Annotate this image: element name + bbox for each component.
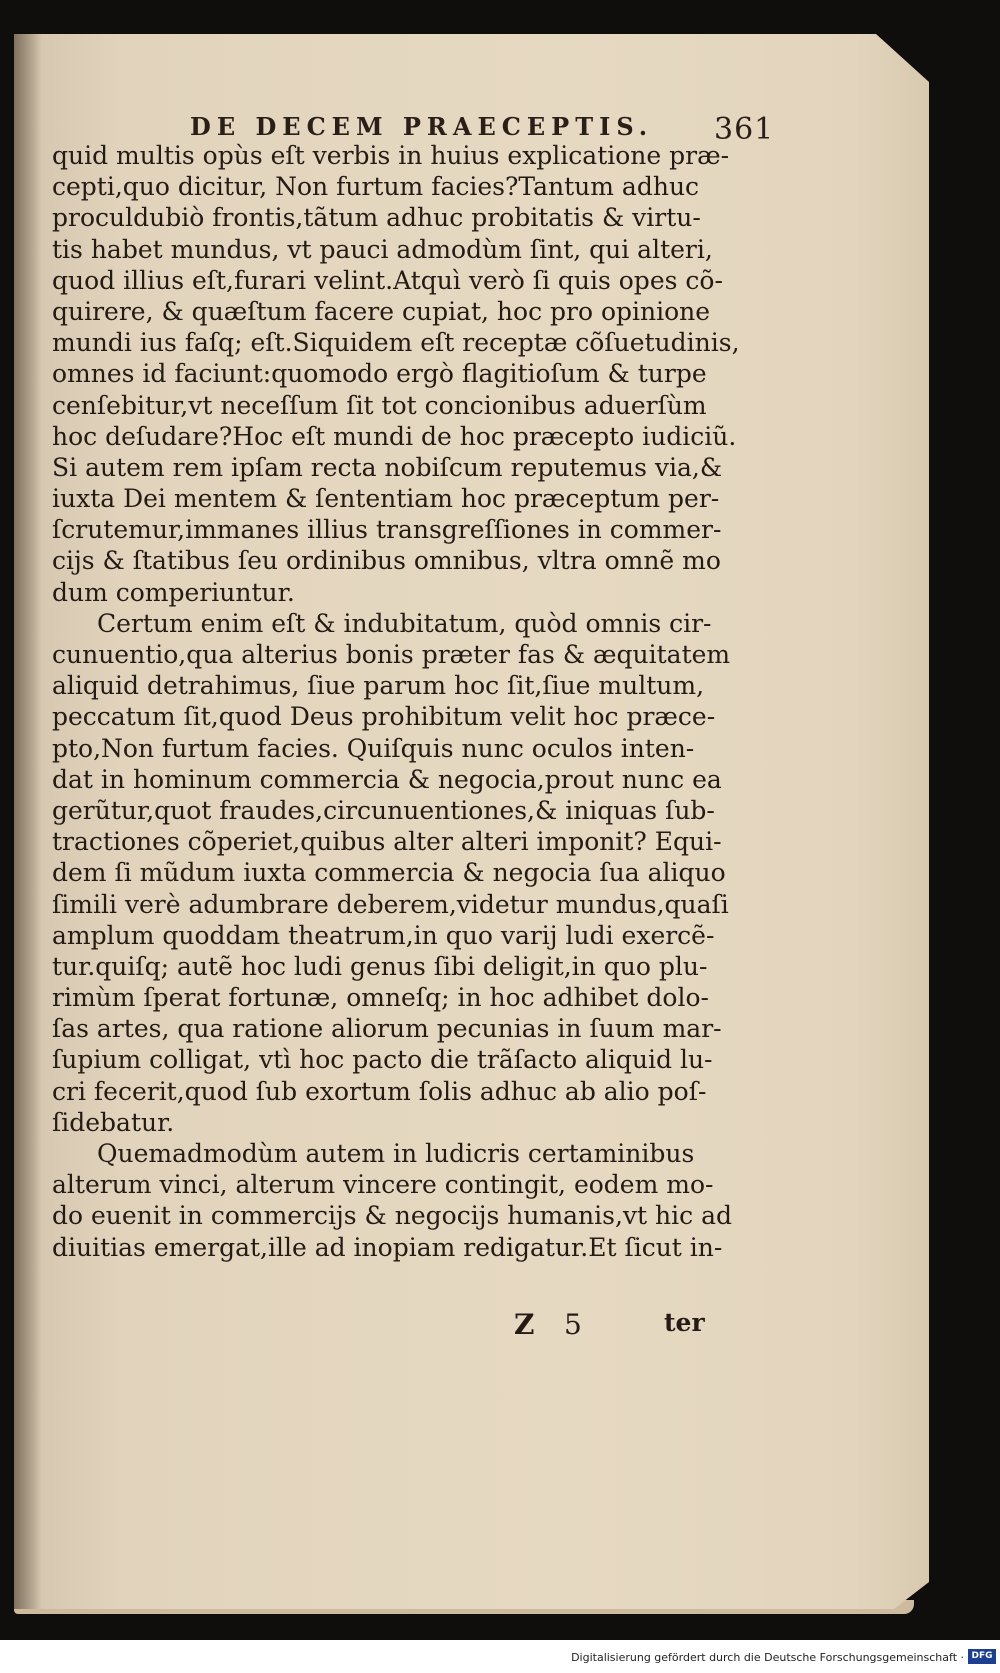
dfg-logo: DFG (968, 1649, 996, 1664)
text-line: dat in hominum commercia & negocia,prout nunc ea (52, 764, 722, 794)
running-head: DE DECEM PRAECEPTIS. (190, 112, 654, 141)
paragraph-start-line: Certum enim eſt & indubitatum, quòd omnis cir- (97, 608, 712, 638)
text-line: dem ſi mũdum iuxta commercia & negocia ſua aliquo (52, 858, 726, 888)
text-line: ſidebatur. (52, 1107, 175, 1137)
text-line: cri fecerit,quod ſub exortum ſolis adhuc ab alio poſ- (52, 1076, 707, 1106)
text-line: ſcrutemur,immanes illius transgreſſiones in commer- (52, 515, 722, 545)
text-line: cepti,quo dicitur, Non furtum facies?Tantum adhuc (52, 172, 700, 202)
page-number: 361 (714, 112, 775, 147)
text-line: do euenit in commercijs & negocijs humanis,vt hic ad (52, 1201, 732, 1231)
text-line: omnes id faciunt:quomodo ergò flagitioſum & turpe (52, 359, 707, 389)
text-line: quirere, & quæſtum facere cupiat, hoc pro opinione (52, 296, 711, 326)
text-line: quid multis opùs eſt verbis in huius explicatione præ- (52, 141, 730, 170)
paragraph-start-line: Quemadmodùm autem in ludicris certaminibus (97, 1139, 695, 1168)
signature-mark: Z (514, 1308, 535, 1341)
funding-credit: Digitalisierung gefördert durch die Deutsche Forschungsgemeinschaft · (571, 1651, 964, 1664)
text-line: cijs & ſtatibus ſeu ordinibus omnibus, vltra omnẽ mo (52, 546, 721, 576)
text-line: ſupium colligat, vtì hoc pacto die trãſacto aliquid lu- (52, 1045, 713, 1075)
text-line: hoc deſudare?Hoc eſt mundi de hoc præcepto iudiciũ. (52, 421, 737, 451)
text-line: tractiones cõperiet,quibus alter alteri imponit? Equi- (52, 827, 722, 857)
text-line: pto,Non furtum facies. Quiſquis nunc oculos inten- (52, 733, 695, 763)
text-line: ſas artes, qua ratione aliorum pecunias in ſuum mar- (52, 1014, 722, 1044)
text-line: dum comperiuntur. (52, 577, 295, 607)
text-line: amplum quoddam theatrum,in quo varij ludi exercẽ- (52, 920, 715, 950)
text-line: mundi ius faſq; eſt.Siquidem eſt receptæ cõſuetudinis, (52, 328, 740, 358)
text-line: peccatum ſit,quod Deus prohibitum velit hoc præce- (52, 702, 716, 732)
text-line: alterum vinci, alterum vincere contingit, eodem mo- (52, 1170, 714, 1200)
text-line: tis habet mundus, vt pauci admodùm ſint, qui alteri, (52, 234, 713, 264)
text-line: Si autem rem ipſam recta nobiſcum reputemus via,& (52, 452, 723, 482)
catchword: ter (664, 1308, 705, 1337)
text-line: proculdubiò frontis,tãtum adhuc probitatis & virtu- (52, 203, 701, 233)
text-line: ſimili verè adumbrare deberem,videtur mundus,quaſi (52, 889, 729, 919)
text-line: gerũtur,quot fraudes,circunuentiones,& iniquas ſub- (52, 795, 715, 825)
text-line: tur.quiſq; autẽ hoc ludi genus ſibi deligit,in quo plu- (52, 951, 708, 981)
signature-number: 5 (564, 1308, 582, 1341)
text-line: aliquid detrahimus, ſiue parum hoc ſit,ſiue multum, (52, 671, 705, 701)
text-line: cunuentio,qua alterius bonis præter fas & æquitatem (52, 640, 731, 669)
catchword-line (52, 1308, 732, 1342)
body-text (52, 140, 740, 1263)
text-line: cenſebitur,vt neceſſum ſit tot concionibus aduerſùm (52, 390, 707, 420)
text-line: diuitias emergat,ille ad inopiam redigatur.Et ſicut in- (52, 1232, 723, 1262)
digitization-footer (0, 1640, 1000, 1673)
text-line: rimùm ſperat fortunæ, omneſq; in hoc adhibet dolo- (52, 983, 709, 1013)
text-line: quod illius eſt,furari velint.Atquì verò ſi quis opes cõ- (52, 265, 723, 295)
text-line: iuxta Dei mentem & ſententiam hoc præceptum per- (52, 484, 720, 514)
